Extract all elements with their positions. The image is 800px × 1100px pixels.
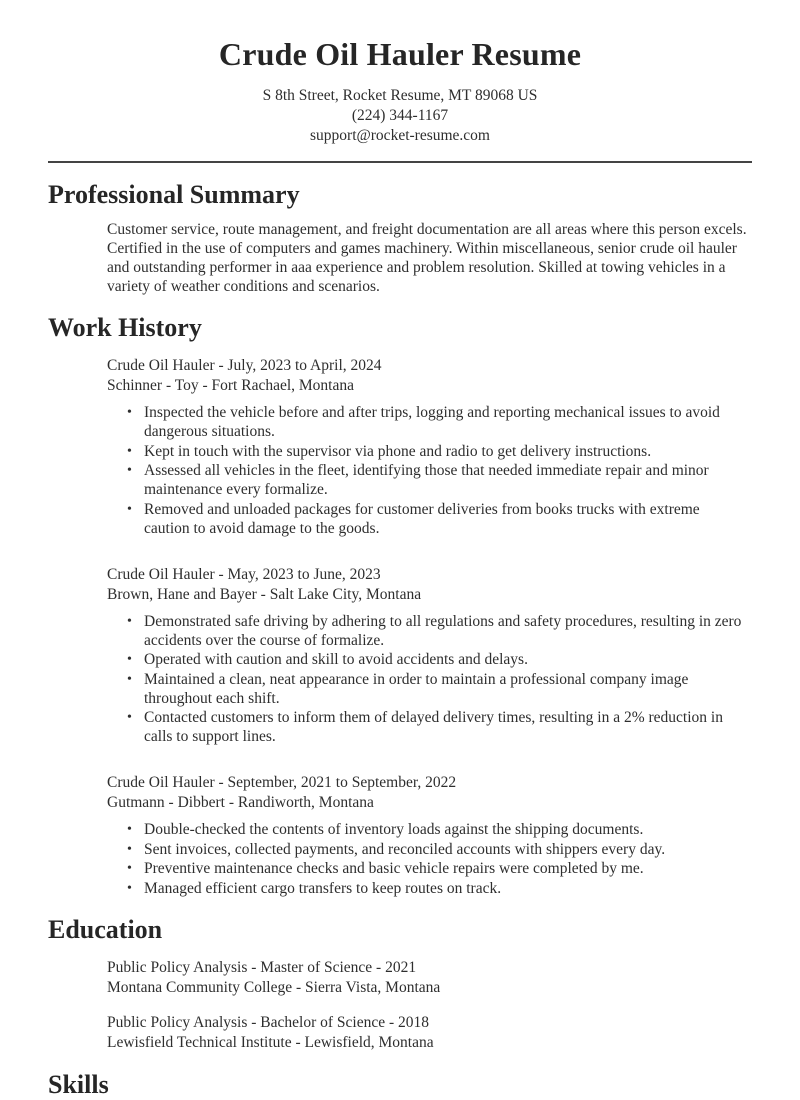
- contact-email: support@rocket-resume.com: [310, 127, 490, 144]
- job-bullet: • Double-checked the contents of inventory loads against the shipping documents.: [127, 820, 742, 839]
- job-bullet: • Maintained a clean, neat appearance in order to maintain a professional company image throughout each shift.: [127, 670, 742, 708]
- job-title: Crude Oil Hauler - May, 2023 to June, 2023: [107, 565, 381, 583]
- professional-summary-text: Customer service, route management, and freight documentation are all areas where this person excels. Certified in the use of computers and games machinery. Within miscellaneous, senior crude oil hauler and outstanding performer in aaa experience and problem resolution. Skilled at towing vehicles in a variety of weather conditions and scenarios.: [107, 221, 747, 295]
- education-heading: Education: [48, 914, 163, 944]
- skills-heading: Skills: [48, 1069, 109, 1099]
- contact-block: [48, 86, 752, 146]
- job-bullet: • Demonstrated safe driving by adhering to all regulations and safety procedures, resulting in zero accidents over the course of formalize.: [127, 612, 742, 650]
- contact-address: S 8th Street, Rocket Resume, MT 89068 US: [262, 87, 538, 104]
- header-divider: [48, 161, 752, 163]
- job-bullet: • Managed efficient cargo transfers to keep routes on track.: [127, 879, 742, 898]
- work-history-heading: Work History: [48, 313, 202, 342]
- resume-page: [0, 36, 800, 1099]
- job-company: Brown, Hane and Bayer - Salt Lake City, Montana: [107, 585, 422, 603]
- job-bullet-list: [127, 820, 742, 898]
- job-company: Gutmann - Dibbert - Randiworth, Montana: [107, 794, 374, 811]
- job-bullet: • Sent invoices, collected payments, and reconciled accounts with shippers every day.: [127, 840, 742, 859]
- job-title: Crude Oil Hauler - July, 2023 to April, 2024: [107, 357, 382, 374]
- job-bullet: • Contacted customers to inform them of delayed delivery times, resulting in a 2% reduction in calls to support lines.: [127, 708, 742, 746]
- contact-phone: (224) 344-1167: [351, 107, 449, 124]
- section-work-history: [48, 313, 752, 898]
- education-degree: Public Policy Analysis - Bachelor of Science - 2018: [107, 1013, 429, 1031]
- education-degree: Public Policy Analysis - Master of Science - 2021: [107, 958, 417, 976]
- job-bullet: • Operated with caution and skill to avoid accidents and delays.: [127, 650, 742, 669]
- resume-header: [48, 36, 752, 163]
- job-company: Schinner - Toy - Fort Rachael, Montana: [107, 377, 355, 394]
- job-bullet: • Removed and unloaded packages for customer deliveries from books trucks with extreme caution to avoid damage to the goods.: [127, 500, 742, 538]
- education-school: Lewisfield Technical Institute - Lewisfield, Montana: [107, 1033, 434, 1051]
- section-professional-summary: [48, 180, 752, 296]
- section-education: [48, 915, 752, 1053]
- job-bullet: • Kept in touch with the supervisor via phone and radio to get delivery instructions.: [127, 442, 742, 461]
- job-bullet-list: [127, 403, 742, 538]
- job-title: Crude Oil Hauler - September, 2021 to September, 2022: [107, 774, 457, 791]
- education-school: Montana Community College - Sierra Vista, Montana: [107, 978, 441, 996]
- professional-summary-heading: Professional Summary: [48, 180, 300, 209]
- job-bullet-list: [127, 612, 742, 747]
- job-entry: [48, 773, 752, 898]
- section-skills: [48, 1070, 752, 1100]
- education-entry: [48, 1013, 752, 1053]
- job-bullet: • Preventive maintenance checks and basic vehicle repairs were completed by me.: [127, 859, 742, 878]
- job-entry: [48, 356, 752, 538]
- page-title: Crude Oil Hauler Resume: [218, 36, 582, 72]
- job-entry: [48, 565, 752, 747]
- job-bullet: • Assessed all vehicles in the fleet, identifying those that needed immediate repair and minor maintenance every formalize.: [127, 461, 742, 499]
- education-entry: [48, 958, 752, 998]
- job-bullet: • Inspected the vehicle before and after trips, logging and reporting mechanical issues to avoid dangerous situations.: [127, 403, 742, 441]
